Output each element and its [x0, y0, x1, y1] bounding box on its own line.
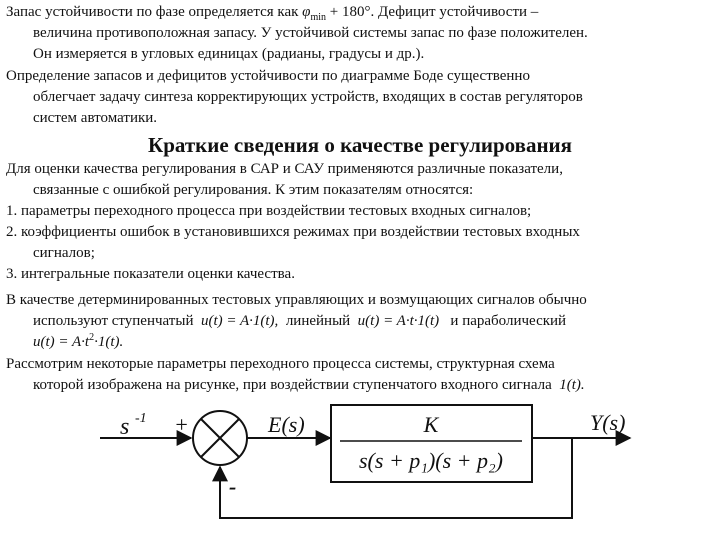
text-line: Рассмотрим некоторые параметры переходного процесса системы, структурная схема	[6, 356, 555, 372]
list-item-continuation: сигналов;	[33, 245, 95, 261]
text-line: Для оценки качества регулирования в САР и САУ применяются различные показатели,	[6, 161, 563, 177]
input-exponent: -1	[135, 411, 147, 426]
tf-numerator: K	[423, 412, 439, 437]
phi-symbol: φ	[302, 4, 311, 20]
text-line: облегчает задачу синтеза корректирующих устройств, входящих в состав регуляторов	[33, 89, 583, 105]
text-line: Запас устойчивости по фазе определяется как	[6, 4, 299, 20]
input-label: s	[120, 414, 130, 440]
formula-exponent: 2	[89, 332, 95, 343]
formula-parabolic: u(t) = A·t	[33, 334, 90, 350]
formula-parabolic-tail: ·1(t).	[94, 334, 124, 350]
text-line: используют ступенчатый	[33, 313, 194, 329]
section-title: Краткие сведения о качестве регулирования	[147, 133, 573, 157]
tf-denominator: s(s + p₁)(s + p₂)	[359, 448, 503, 473]
text-line: и параболический	[450, 313, 567, 329]
text-line: систем автоматики.	[33, 110, 158, 126]
text-line: Он измеряется в угловых единицах (радианы, градусы и др.).	[33, 46, 425, 62]
output-label: Y(s)	[590, 410, 626, 435]
formula-step-input: 1(t).	[559, 377, 585, 393]
summing-junction	[193, 411, 247, 465]
minus-sign: -	[229, 474, 237, 499]
phi-subscript: min	[310, 12, 327, 23]
formula-linear: u(t) = A·t·1(t)	[357, 313, 440, 329]
text-line: линейный	[285, 313, 351, 329]
text-line: Определение запасов и дефицитов устойчивости по диаграмме Боде существенно	[6, 68, 530, 84]
text-line: которой изображена на рисунке, при воздействии ступенчатого входного сигнала	[33, 377, 552, 393]
text-line: В качестве детерминированных тестовых управляющих и возмущающих сигналов обычно	[6, 292, 587, 308]
text-line: + 180°. Дефицит устойчивости –	[329, 4, 539, 20]
list-item: 3. интегральные показатели оценки качества.	[6, 266, 295, 282]
list-item: 2. коэффициенты ошибок в установившихся режимах при воздействии тестовых входных	[6, 224, 580, 240]
text-line: величина противоположная запасу. У устойчивой системы запас по фазе положителен.	[33, 25, 588, 41]
text-line: связанные с ошибкой регулирования. К этим показателям относятся:	[33, 182, 474, 198]
error-label: E(s)	[268, 412, 305, 437]
plus-sign: +	[174, 412, 189, 437]
formula-step: u(t) = A·1(t),	[200, 313, 279, 329]
list-item: 1. параметры переходного процесса при воздействии тестовых входных сигналов;	[6, 203, 532, 219]
